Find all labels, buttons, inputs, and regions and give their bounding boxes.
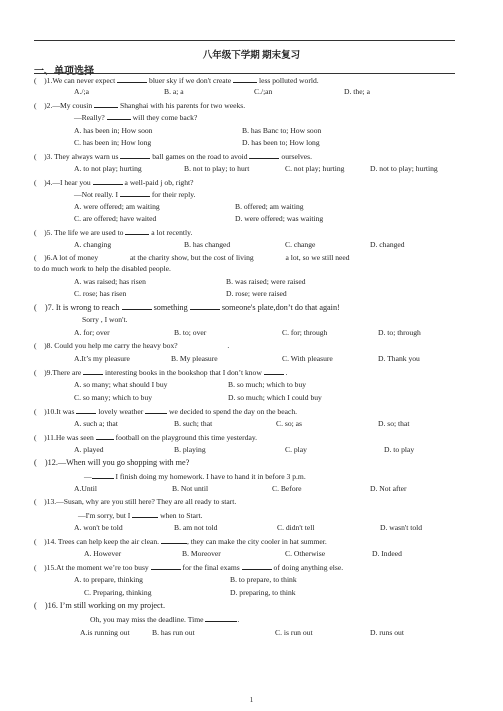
- answer-paren: (: [34, 433, 45, 442]
- option-a: A. has been in; How soon: [74, 126, 153, 135]
- question-stem: )12.—When will you go shopping with me?: [44, 458, 190, 467]
- header-rule: [34, 40, 455, 41]
- answer-paren: (: [34, 228, 45, 237]
- option-b: B. My pleasure: [171, 354, 218, 363]
- question-1: [34, 75, 319, 86]
- question-stem: at the charity show, but the cost of living: [129, 253, 254, 262]
- dialog-text: —Not really. I: [74, 190, 119, 199]
- question-stem: )6.A lot of money: [44, 253, 99, 262]
- answer-paren: (: [34, 178, 45, 187]
- option-a: A. so many; what should I buy: [74, 380, 168, 389]
- section-rule: [34, 73, 455, 74]
- answer-blank: [96, 432, 114, 440]
- option-a: A.It’s my pleasure: [74, 354, 130, 363]
- option-c: C. Before: [272, 484, 302, 493]
- option-d: D. not to play; hurting: [370, 164, 438, 173]
- option-b: B. am not told: [174, 523, 218, 532]
- option-a: A. were offered; am waiting: [74, 202, 160, 211]
- dialog-text: —I'm sorry, but I: [78, 511, 131, 520]
- question-2: [34, 100, 245, 111]
- question-stem: we decided to spend the day on the beach.: [169, 407, 298, 416]
- option-b: B. playing: [174, 445, 206, 454]
- question-stem: )14. Trees can help keep the air clean.: [44, 537, 160, 546]
- dialog-text: will they come back?: [132, 113, 198, 122]
- answer-blank: [94, 100, 118, 108]
- question-stem: )1.We can never expect: [44, 76, 116, 85]
- question-13: [34, 497, 236, 507]
- section-heading: 一、单项选择: [34, 66, 94, 77]
- option-d: D. Indeed: [372, 549, 402, 558]
- question-6: [34, 253, 350, 263]
- option-c: C. so many; which to buy: [74, 393, 153, 402]
- question-11: [34, 432, 257, 443]
- question-4: [34, 177, 194, 188]
- answer-blank: [233, 75, 257, 83]
- answer-paren: (: [34, 76, 45, 85]
- answer-blank: [117, 75, 147, 83]
- question-stem: bluer sky if we don't create: [149, 76, 232, 85]
- question-stem: )4.—I hear you: [44, 178, 91, 187]
- answer-paren: (: [34, 303, 45, 312]
- question-stem: Shanghai with his parents for two weeks.: [120, 101, 246, 110]
- question-stem: )15.At the moment we’re too busy: [44, 563, 149, 572]
- answer-paren: (: [34, 407, 45, 416]
- question-stem: .: [227, 341, 230, 350]
- option-c: C. change: [285, 240, 316, 249]
- page-title: 八年级下学期 期末复习: [202, 51, 301, 61]
- question-stem: )7. It is wrong to reach: [44, 303, 120, 312]
- option-a: A. played: [74, 445, 104, 454]
- question-stem: )16. I’m still working on my project.: [44, 601, 165, 610]
- question-stem: lovely weather: [98, 407, 144, 416]
- option-b: B. has run out: [152, 628, 195, 637]
- option-d: D. wasn't told: [380, 523, 423, 532]
- option-c: C. for; through: [282, 328, 328, 337]
- answer-paren: (: [34, 458, 45, 467]
- option-b: B. to prepare, to think: [230, 575, 297, 584]
- dialog-text: —Really?: [74, 113, 105, 122]
- answer-blank: [249, 151, 279, 159]
- dialog-line: [74, 189, 195, 200]
- answer-paren: (: [34, 253, 45, 262]
- option-d: D. to; through: [378, 328, 421, 337]
- answer-blank: [107, 112, 131, 120]
- question-stem: a lot recently.: [151, 228, 193, 237]
- question-stem: )3. They always warn us: [44, 152, 119, 161]
- question-continuation: to do much work to help the disabled people.: [34, 264, 171, 273]
- answer-paren: (: [34, 537, 45, 546]
- question-stem: )10.It was: [44, 407, 75, 416]
- answer-paren: (: [34, 563, 45, 572]
- dialog-text: .: [237, 615, 240, 624]
- question-stem: for the final exams: [182, 563, 240, 572]
- question-stem: ball games on the road to avoid: [152, 152, 248, 161]
- question-stem: )13.—Susan, why are you still here? They are all ready to start.: [44, 497, 237, 506]
- question-5: [34, 227, 192, 238]
- dialog-line: [84, 471, 306, 482]
- question-stem: someone's plate,don’t do that again!: [221, 303, 340, 312]
- option-b: B. not to play; to hurt: [184, 164, 250, 173]
- option-b: B. Not until: [172, 484, 209, 493]
- option-c: C. play: [285, 445, 307, 454]
- question-stem: football on the playground this time yesterday.: [115, 433, 258, 442]
- answer-blank: [76, 406, 96, 414]
- dialog-text: I finish doing my homework. I have to hand it in before 3 p.m.: [115, 472, 306, 481]
- question-stem: .: [285, 368, 288, 377]
- option-c: C. didn't tell: [277, 523, 315, 532]
- question-stem: )5. The life we are used to: [44, 228, 124, 237]
- question-9: [34, 367, 288, 378]
- answer-paren: (: [34, 101, 45, 110]
- answer-paren: (: [34, 152, 45, 161]
- answer-blank: [122, 302, 152, 310]
- question-stem: something: [153, 303, 188, 312]
- question-stem: of doing anything else.: [273, 563, 344, 572]
- answer-blank: [125, 227, 149, 235]
- option-c: C. not play; hurting: [285, 164, 345, 173]
- option-c: C. rose; has risen: [74, 289, 127, 298]
- question-stem: a lot, so we still need: [285, 253, 350, 262]
- question-stem: ourselves.: [281, 152, 312, 161]
- answer-blank: [264, 367, 284, 375]
- option-a: A. won't be told: [74, 523, 123, 532]
- option-b: B. such; that: [174, 419, 213, 428]
- dialog-text: for their reply.: [151, 190, 196, 199]
- option-a: A. was raised; has risen: [74, 277, 146, 286]
- option-c: C. is run out: [275, 628, 313, 637]
- question-stem: )2.—My cousin: [44, 101, 93, 110]
- option-a: A. for; over: [74, 328, 110, 337]
- answer-paren: (: [34, 368, 45, 377]
- dialog-text: —: [84, 472, 92, 481]
- answer-blank: [120, 189, 150, 197]
- question-stem: less polluted world.: [258, 76, 319, 85]
- option-b: B. Moreover: [182, 549, 221, 558]
- answer-paren: (: [34, 497, 45, 506]
- answer-paren: (: [34, 601, 45, 610]
- dialog-line: [74, 112, 197, 123]
- option-b: B. has changed: [184, 240, 231, 249]
- question-stem: )11.He was seen: [44, 433, 94, 442]
- question-stem: interesting books in the bookshop that I don’t know: [105, 368, 262, 377]
- answer-blank: [83, 367, 103, 375]
- dialog-line: [90, 614, 239, 625]
- question-stem: )9.There are: [44, 368, 82, 377]
- answer-blank: [120, 151, 150, 159]
- question-7: [34, 302, 340, 313]
- option-d: D. has been to; How long: [242, 138, 320, 147]
- question-15: [34, 562, 343, 573]
- answer-paren: (: [34, 341, 45, 350]
- dialog-line: [78, 510, 203, 521]
- option-c: C. Preparing, thinking: [84, 588, 152, 597]
- option-c: C. are offered; have waited: [74, 214, 157, 223]
- option-d: D. so; that: [378, 419, 410, 428]
- answer-blank: [190, 302, 220, 310]
- question-12: [34, 458, 189, 468]
- answer-blank: [161, 536, 187, 544]
- dialog-text: Oh, you may miss the deadline. Time: [90, 615, 204, 624]
- answer-blank: [145, 406, 167, 414]
- option-d: D. preparing, to think: [230, 588, 296, 597]
- option-c: C./;an: [254, 87, 273, 96]
- option-a: A. changing: [74, 240, 112, 249]
- answer-blank: [242, 562, 272, 570]
- question-8: [34, 341, 229, 351]
- option-a: A.is running out: [80, 628, 130, 637]
- option-a: A. However: [84, 549, 122, 558]
- answer-blank: [151, 562, 181, 570]
- option-d: D. changed: [370, 240, 405, 249]
- question-stem: )8. Could you help me carry the heavy box?: [44, 341, 178, 350]
- page-number: 1: [249, 696, 254, 704]
- option-b: B. to; over: [174, 328, 207, 337]
- option-b: B. a; a: [164, 87, 184, 96]
- answer-blank: [92, 471, 114, 479]
- option-b: B. offered; am waiting: [235, 202, 304, 211]
- dialog-text: when to Start.: [160, 511, 203, 520]
- question-3: [34, 151, 312, 162]
- option-d: D. to play: [384, 445, 415, 454]
- option-a: A.Until: [74, 484, 97, 493]
- answer-blank: [205, 614, 240, 624]
- question-stem: , they can make the city cooler in hat summer.: [186, 537, 327, 546]
- question-14: [34, 536, 327, 547]
- option-d: D. the; a: [344, 87, 370, 96]
- option-a: A. such a; that: [74, 419, 118, 428]
- option-d: D. rose; were raised: [226, 289, 287, 298]
- option-c: C. Otherwise: [285, 549, 326, 558]
- option-c: C. With pleasure: [282, 354, 333, 363]
- option-d: D. Not after: [370, 484, 407, 493]
- option-a: A. to prepare, thinking: [74, 575, 143, 584]
- option-a: A./;a: [74, 87, 89, 96]
- dialog-line: Sorry , I won't.: [82, 315, 128, 324]
- question-16: [34, 601, 165, 611]
- option-d: D. Thank you: [378, 354, 420, 363]
- option-a: A. to not play; hurting: [74, 164, 142, 173]
- answer-blank: [93, 177, 123, 185]
- question-10: [34, 406, 297, 417]
- option-c: C. so; as: [276, 419, 302, 428]
- option-d: D. so much; which I could buy: [228, 393, 322, 402]
- option-d: D. runs out: [370, 628, 404, 637]
- answer-blank: [132, 510, 158, 518]
- option-b: B. so much; which to buy: [228, 380, 307, 389]
- option-b: B. was raised; were raised: [226, 277, 306, 286]
- option-c: C. has been in; How long: [74, 138, 152, 147]
- option-d: D. were offered; was waiting: [235, 214, 324, 223]
- question-stem: a well-paid j ob, right?: [124, 178, 194, 187]
- option-b: B. has Banc to; How soon: [242, 126, 322, 135]
